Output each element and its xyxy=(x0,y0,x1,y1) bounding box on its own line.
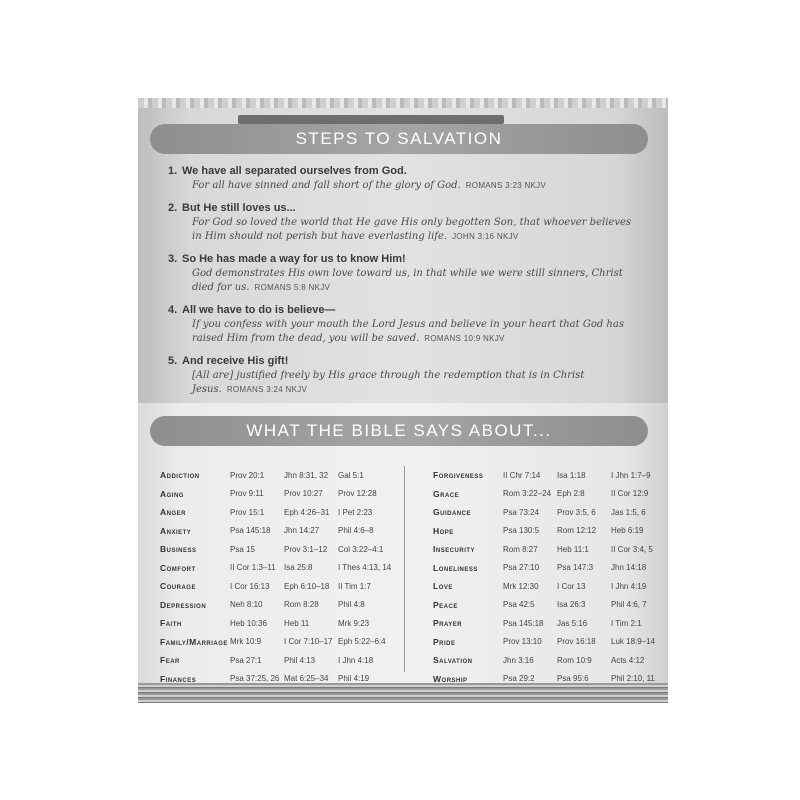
scripture-reference: I Cor 13 xyxy=(557,581,586,591)
step-heading: All we have to do is believe— xyxy=(182,304,336,316)
scripture-reference: Rom 8:27 xyxy=(503,544,538,554)
scripture-reference: Phil 4:6, 7 xyxy=(611,600,647,610)
scripture-reference: Rom 8:28 xyxy=(284,600,319,610)
scripture-reference: Psa 73:24 xyxy=(503,507,540,517)
scripture-reference: Prov 3:5, 6 xyxy=(557,507,596,517)
step-number: 3. xyxy=(168,253,178,265)
scripture-reference: II Cor 3:4, 5 xyxy=(611,544,653,554)
scripture-reference: Prov 3:1–12 xyxy=(284,544,328,554)
topic-row xyxy=(160,670,392,689)
topic-label: Faith xyxy=(160,618,182,629)
scripture-reference: Jas 1:5, 6 xyxy=(611,507,646,517)
scripture-reference: Col 3:22–4:1 xyxy=(338,544,384,554)
scripture-reference: Mrk 10:9 xyxy=(230,637,262,647)
step-reference: ROMANS 3:24 NKJV xyxy=(226,385,308,394)
scripture-reference: I Jhn 4:18 xyxy=(338,655,374,665)
step-verse: If you confess with your mouth the Lord Jesus and believe in your heart that God has raised Him from the dead, you will be saved. xyxy=(192,319,624,344)
topic-row xyxy=(433,466,665,485)
step-heading: But He still loves us... xyxy=(182,202,296,214)
topic-label: Guidance xyxy=(433,507,471,518)
scripture-reference: Luk 18:9–14 xyxy=(611,637,656,647)
topic-row xyxy=(160,485,392,504)
scripture-reference: Isa 1:18 xyxy=(557,470,586,480)
step-heading: So He has made a way for us to know Him! xyxy=(182,253,406,265)
scripture-reference: Psa 15 xyxy=(230,544,255,554)
step-number: 1. xyxy=(168,165,178,177)
topic-label: Forgiveness xyxy=(433,470,484,481)
salvation-banner: STEPS TO SALVATION xyxy=(150,124,648,154)
scripture-reference: Heb 6:19 xyxy=(611,526,644,536)
scripture-reference: Psa 147:3 xyxy=(557,563,594,573)
topic-label: Worship xyxy=(433,673,468,684)
scripture-reference: I Jhn 4:19 xyxy=(611,581,647,591)
scripture-reference: II Tim 1:7 xyxy=(338,581,371,591)
topic-label: Aging xyxy=(160,488,184,499)
step-reference: ROMANS 10:9 NKJV xyxy=(424,334,505,343)
scripture-reference: I Cor 7:10–17 xyxy=(284,637,333,647)
topic-row xyxy=(160,651,392,670)
topic-label: Hope xyxy=(433,525,454,536)
topic-row xyxy=(160,540,392,559)
scripture-reference: Heb 11:1 xyxy=(557,544,589,554)
scripture-reference: Jhn 3:16 xyxy=(503,655,534,665)
salvation-steps xyxy=(168,165,638,406)
topic-label: Anger xyxy=(160,507,186,518)
scripture-reference: I Pet 2:23 xyxy=(338,507,373,517)
scripture-reference: Prov 10:27 xyxy=(284,489,323,499)
scripture-reference: Rom 12:12 xyxy=(557,526,597,536)
step-verse: God demonstrates His own love toward us, in that while we were still sinners, Christ died for us. xyxy=(192,268,623,293)
topic-label: Prayer xyxy=(433,618,463,629)
topic-label: Comfort xyxy=(160,562,196,573)
topic-label: Business xyxy=(160,544,197,555)
topic-row xyxy=(160,633,392,652)
scripture-reference: II Chr 7:14 xyxy=(503,470,541,480)
step-reference: ROMANS 5:8 NKJV xyxy=(254,283,331,292)
step-reference: ROMANS 3:23 NKJV xyxy=(465,181,547,190)
scripture-reference: Psa 27:10 xyxy=(503,563,540,573)
topic-label: Insecurity xyxy=(433,544,476,555)
scripture-reference: Mrk 12:30 xyxy=(503,581,539,591)
topic-label: Depression xyxy=(160,599,207,610)
topic-label: Salvation xyxy=(433,655,473,666)
scripture-reference: Gal 5:1 xyxy=(338,470,364,480)
scripture-reference: Rom 3:22–24 xyxy=(503,489,552,499)
topic-label: Grace xyxy=(433,488,460,499)
topic-row xyxy=(160,466,392,485)
binding-strip xyxy=(238,115,504,124)
topic-label: Loneliness xyxy=(433,562,478,573)
scripture-reference: Psa 145:18 xyxy=(503,618,544,628)
scripture-reference: Psa 37:25, 26 xyxy=(230,674,280,684)
topic-row xyxy=(433,522,665,541)
page-edge xyxy=(138,98,668,108)
step-number: 5. xyxy=(168,355,178,367)
scripture-reference: II Cor 1:3–11 xyxy=(230,563,276,573)
topic-label: Courage xyxy=(160,581,196,592)
topic-label: Addiction xyxy=(160,470,200,481)
scripture-reference: I Cor 16:13 xyxy=(230,581,270,591)
topic-row xyxy=(433,540,665,559)
bible-banner: WHAT THE BIBLE SAYS ABOUT... xyxy=(150,416,648,446)
step-number: 4. xyxy=(168,304,178,316)
scripture-reference: Isa 26:3 xyxy=(557,600,586,610)
topic-row xyxy=(160,559,392,578)
column-divider xyxy=(404,466,405,672)
scripture-reference: Prov 9:11 xyxy=(230,489,264,499)
scripture-reference: Psa 42:5 xyxy=(503,600,535,610)
scripture-reference: Isa 25:8 xyxy=(284,563,313,573)
topic-row xyxy=(160,577,392,596)
step-reference: JOHN 3:16 NKJV xyxy=(452,232,519,241)
scripture-reference: Psa 27:1 xyxy=(230,655,262,665)
scripture-reference: Prov 12:28 xyxy=(338,489,377,499)
step-number: 2. xyxy=(168,202,178,214)
step-verse: [All are] justified freely by His grace through the redemption that is in Christ Jesus. xyxy=(192,370,585,395)
step-verse: For God so loved the world that He gave His only begotten Son, that whoever believes in Him should not perish but have everlasting life. xyxy=(192,217,632,242)
topics-column-right xyxy=(433,466,665,688)
topic-row xyxy=(160,614,392,633)
scripture-reference: Eph 4:26–31 xyxy=(284,507,330,517)
step-verse: For all have sinned and fall short of the glory of God. xyxy=(192,180,461,191)
topic-row xyxy=(160,522,392,541)
topic-row xyxy=(433,503,665,522)
scripture-reference: Neh 8:10 xyxy=(230,600,263,610)
step-heading: And receive His gift! xyxy=(182,355,289,367)
scripture-reference: Heb 10:36 xyxy=(230,618,267,628)
step-item xyxy=(168,304,638,346)
scripture-reference: Jhn 14:18 xyxy=(611,563,647,573)
scripture-reference: Psa 130:5 xyxy=(503,526,540,536)
scripture-reference: I Thes 4:13, 14 xyxy=(338,563,392,573)
step-item xyxy=(168,355,638,397)
scripture-reference: Psa 29:2 xyxy=(503,674,535,684)
step-item xyxy=(168,202,638,244)
scripture-reference: Mat 6:25–34 xyxy=(284,674,329,684)
scripture-reference: Jhn 14:27 xyxy=(284,526,320,536)
scripture-reference: Psa 95:6 xyxy=(557,674,589,684)
scripture-reference: Prov 20:1 xyxy=(230,470,265,480)
topic-label: Fear xyxy=(160,655,180,666)
scripture-reference: Phil 4:8 xyxy=(338,600,365,610)
scripture-reference: Heb 11 xyxy=(284,618,310,628)
topic-row xyxy=(433,614,665,633)
topic-row xyxy=(433,485,665,504)
scripture-reference: Prov 16:18 xyxy=(557,637,596,647)
scripture-reference: Jas 5:16 xyxy=(557,618,588,628)
topic-row xyxy=(433,596,665,615)
scripture-reference: Psa 145:18 xyxy=(230,526,271,536)
scripture-reference: Jhn 8:31, 32 xyxy=(284,470,329,480)
scripture-reference: Phil 4:6–8 xyxy=(338,526,374,536)
scripture-reference: Mrk 9:23 xyxy=(338,618,370,628)
topic-label: Love xyxy=(433,581,453,592)
topic-row xyxy=(433,651,665,670)
topic-label: Peace xyxy=(433,599,458,610)
scripture-reference: Eph 2:8 xyxy=(557,489,585,499)
step-item xyxy=(168,253,638,295)
topic-row xyxy=(160,503,392,522)
topic-label: Finances xyxy=(160,673,197,684)
topic-label: Pride xyxy=(433,636,456,647)
topic-label: Family/Marriage xyxy=(160,636,228,647)
scripture-reference: Phil 2:10, 11 xyxy=(611,674,655,684)
scripture-reference: Prov 15:1 xyxy=(230,507,265,517)
scripture-reference: Prov 13:10 xyxy=(503,637,542,647)
topics-column-left xyxy=(160,466,392,688)
topic-row xyxy=(433,577,665,596)
scripture-reference: Acts 4:12 xyxy=(611,655,645,665)
step-item xyxy=(168,165,638,193)
scripture-reference: Phil 4:13 xyxy=(284,655,316,665)
topic-row xyxy=(433,633,665,652)
topic-row xyxy=(160,596,392,615)
scripture-reference: Eph 6:10–18 xyxy=(284,581,330,591)
scripture-reference: I Jhn 1:7–9 xyxy=(611,470,651,480)
scripture-reference: Phil 4:19 xyxy=(338,674,370,684)
scripture-reference: Rom 10:9 xyxy=(557,655,592,665)
topic-row xyxy=(433,559,665,578)
scripture-reference: Eph 5:22–6:4 xyxy=(338,637,386,647)
step-heading: We have all separated ourselves from God. xyxy=(182,165,407,177)
topic-label: Anxiety xyxy=(160,525,192,536)
scripture-reference: II Cor 12:9 xyxy=(611,489,649,499)
topic-row xyxy=(433,670,665,689)
scripture-reference: I Tim 2:1 xyxy=(611,618,642,628)
